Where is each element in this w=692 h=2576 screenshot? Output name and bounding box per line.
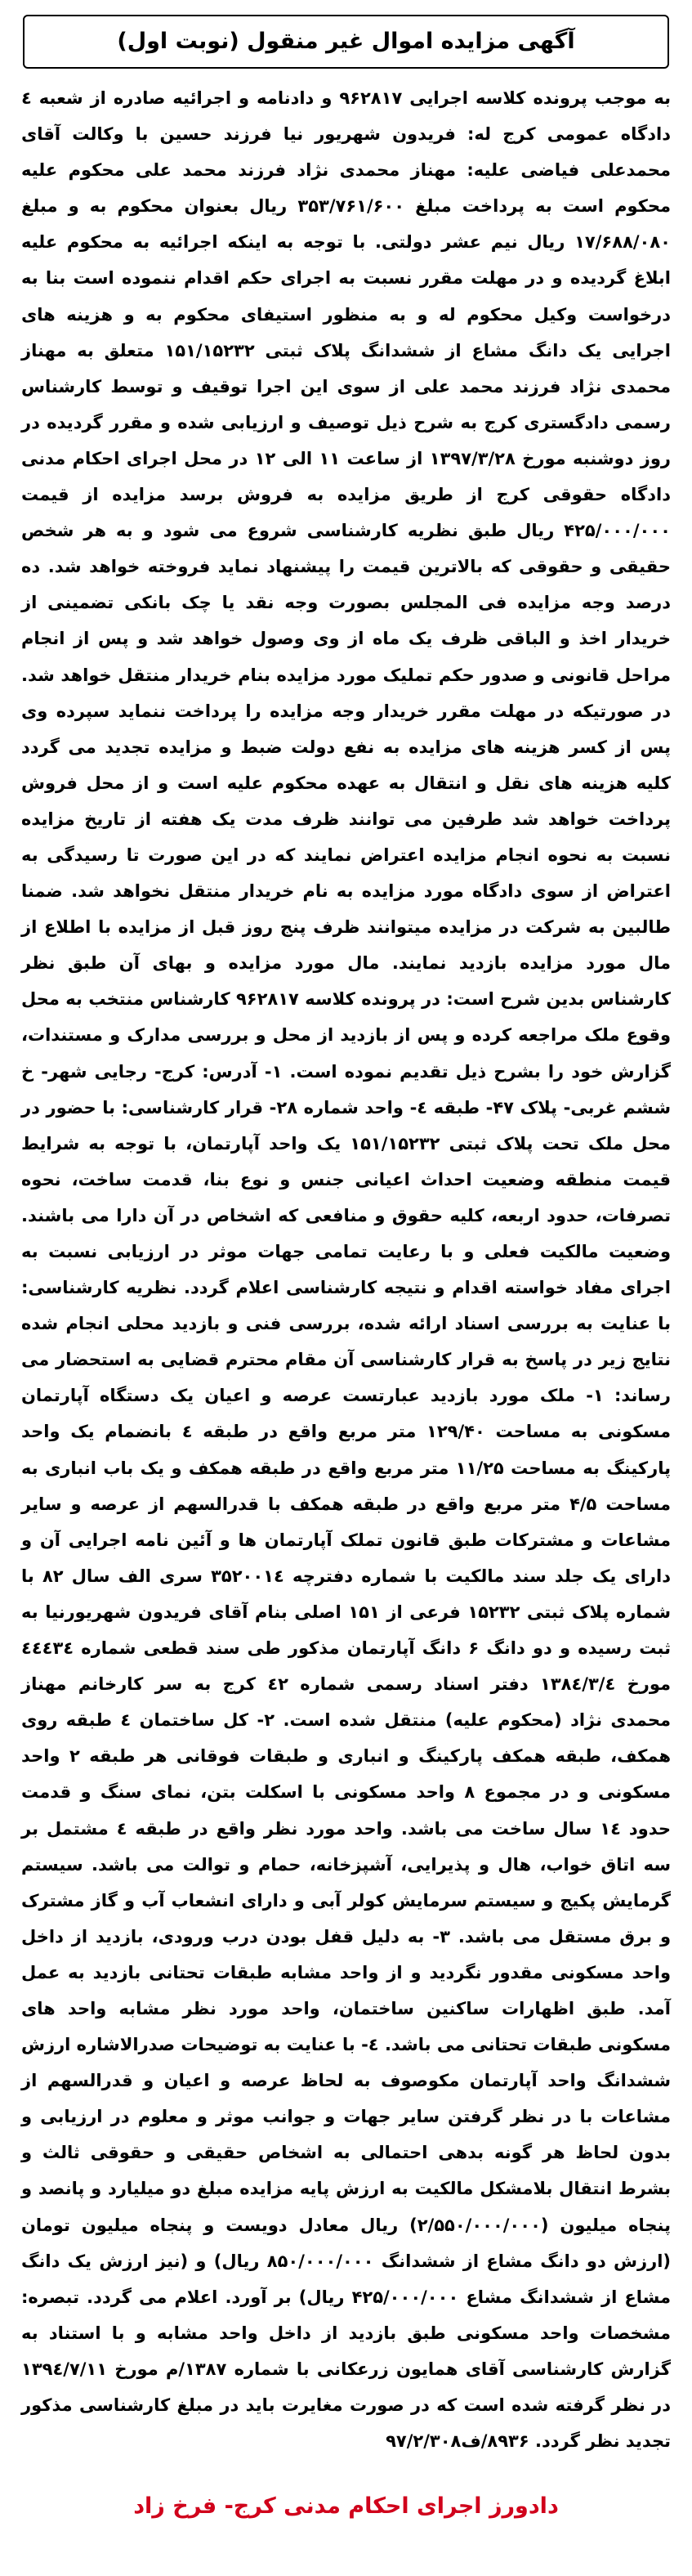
notice-body-text: به موجب پرونده کلاسه اجرایی ۹۶۲۸۱۷ و دادنامه و اجرائیه صادره از شعبه ٤ دادگاه عمومی کرج له: فریدون شهریور نیا فرزند حسین با وکالت آقای محمدعلی فیاضی علیه: مهناز محمدی نژاد فرزند محمد علی محکوم علیه محکوم است به پرداخت مبلغ ۳۵۳/۷۶۱/۶۰۰ ریال بعنوان محکوم به و مبلغ ۱۷/۶۸۸/۰۸۰ ریال نیم عشر دولتی. با توجه به اینکه اجرائیه به محکوم علیه ابلاغ گردیده و در مهلت مقرر نسبت به اجرای حکم اقدام ننموده است بنا به درخواست وکیل محکوم له و به منظور استیفای محکوم به و هزینه های اجرایی یک دانگ مشاع از ششدانگ پلاک ثبتی ۱۵۱/۱۵۲۳۲ متعلق به مهناز محمدی نژاد فرزند محمد علی از سوی این اجرا توقیف و توسط کارشناس رسمی دادگستری کرج به شرح ذیل توصیف و ارزیابی شده و مقرر گردیده در روز دوشنبه مورخ ۱۳۹۷/۳/۲۸ از ساعت ۱۱ الی ۱۲ در محل اجرای احکام مدنی دادگاه حقوقی کرج از طریق مزایده به فروش برسد مزایده از قیمت ۴۲۵/۰۰۰/۰۰۰ ریال طبق نظریه کارشناسی شروع می شود و به هر شخص حقیقی و حقوقی که بالاترین قیمت را پیشنهاد نماید فروخته خواهد شد. ده درصد وجه مزایده فی المجلس بصورت وجه نقد یا چک بانکی تضمینی از خریدار اخذ و الباقی ظرف یک ماه از وی وصول خواهد شد و پس از انجام مراحل قانونی و صدور حکم تملیک مورد مزایده بنام خریدار منتقل خواهد شد. در صورتیکه در مهلت مقرر خریدار وجه مزایده را پرداخت ننماید سپرده وی پس از کسر هزینه های مزایده به نفع دولت ضبط و مزایده تجدید می گردد کلیه هزینه های نقل و انتقال به عهده محکوم علیه است و از محل فروش پرداخت خواهد شد طرفین می توانند ظرف مدت یک هفته از تاریخ مزایده نسبت به نحوه انجام مزایده اعتراض نمایند که در این صورت تا رسیدگی به اعتراض از سوی دادگاه مورد مزایده به نام خریدار منتقل نخواهد شد. ضمنا طالبین به شرکت در مزایده میتوانند ظرف پنج روز قبل از مزایده با اطلاع از مال مورد مزایده بازدید نمایند. مال مورد مزایده و بهای آن طبق نظر کارشناس بدین شرح است: در پرونده کلاسه ۹۶۲۸۱۷ کارشناس منتخب به محل وقوع ملک مراجعه کرده و پس از بازدید از محل و بررسی مدارک و مستندات، گزارش خود را بشرح ذیل تقدیم نموده است. ۱- آدرس: کرج- رجایی شهر- خ ششم غربی- پلاک ۴۷- طبقه ٤- واحد شماره ۲۸- قرار کارشناسی: با حضور در محل ملک تحت پلاک ثبتی ۱۵۱/۱۵۲۳۲ یک واحد آپارتمان، با توجه به شرایط قیمت منطقه وضعیت احداث اعیانی جنس و نوع بنا، قدمت ساخت، نحوه تصرفات، حدود اربعه، کلیه حقوق و منافعی که اشخاص در آن دارا می باشند. وضعیت مالکیت فعلی و با رعایت تمامی جهات موثر در ارزیابی نسبت به اجرای مفاد خواسته اقدام و نتیجه کارشناسی اعلام گردد. نظریه کارشناسی: با عنایت به بررسی اسناد ارائه شده، بررسی فنی و بازدید محلی انجام شده نتایج زیر در پاسخ به قرار کارشناسی آن مقام محترم قضایی به استحضار می رساند: ۱- ملک مورد بازدید عبارتست عرصه و اعیان یک دستگاه آپارتمان مسکونی به مساحت ۱۲۹/۴۰ متر مربع واقع در طبقه ٤ بانضمام یک واحد پارکینگ به مساحت ۱۱/۲۵ متر مربع واقع در طبقه همکف و یک باب انباری به مساحت ۴/۵ متر مربع واقع در طبقه همکف با قدرالسهم از عرصه و سایر مشاعات و مشترکات طبق قانون تملک آپارتمان ها و آئین نامه اجرایی آن و دارای یک جلد سند مالکیت با شماره دفترچه ۳۵۲۰۰۱٤ سری الف سال ۸۲ با شماره پلاک ثبتی ۱۵۲۳۲ فرعی از ۱۵۱ اصلی بنام آقای فریدون شهریورنیا به ثبت رسیده و دو دانگ ۶ دانگ آپارتمان مذکور طی سند قطعی شماره ٤٤٤٣٤ مورخ ۱۳۸٤/۳/٤ دفتر اسناد رسمی شماره ٤۲ کرج به سر کارخانم مهناز محمدی نژاد (محکوم علیه) منتقل شده است. ۲- کل ساختمان ٤ طبقه روی همکف، طبقه همکف پارکینگ و انباری و طبقات فوقانی هر طبقه ۲ واحد مسکونی و در مجموع ۸ واحد مسکونی با اسکلت بتن، نمای سنگ و قدمت حدود ۱٤ سال ساخت می باشد. واحد مورد نظر واقع در طبقه ٤ مشتمل بر سه اتاق خواب، هال و پذیرایی، آشپزخانه، حمام و توالت می باشد. سیستم گرمایش پکیج و سیستم سرمایش کولر آبی و دارای انشعاب آب و گاز مشترک و برق مستقل می باشد. ۳- به دلیل قفل بودن درب ورودی، بازدید از داخل واحد مسکونی مقدور نگردید و از واحد مشابه طبقات تحتانی بازدید به عمل آمد. طبق اظهارات ساکنین ساختمان، واحد مورد نظر مشابه واحد های مسکونی طبقات تحتانی می باشد. ٤- با عنایت به توضیحات صدرالاشاره ارزش ششدانگ واحد آپارتمان مکوصوف به لحاظ عرصه و اعیان و قدرالسهم از مشاعات با در نظر گرفتن سایر جهات و جوانب موثر و معلوم در ارزیابی و بدون لحاظ هر گونه بدهی احتمالی به اشخاص حقیقی و حقوقی ثالث و بشرط انتقال بلامشکل مالکیت به ارزش پایه مزایده مبلغ دو میلیارد و پانصد و پنجاه میلیون (۲/۵۵۰/۰۰۰/۰۰۰) ریال معادل دویست و پنجاه میلیون تومان (ارزش دو دانگ مشاع از ششدانگ ۸۵۰/۰۰۰/۰۰۰ ریال) و (نیز ارزش یک دانگ مشاع از ششدانگ مشاع ۴۲۵/۰۰۰/۰۰۰ ریال) بر آورد. اعلام می گردد. تبصره: مشخصات واحد مسکونی طبق بازدید از داخل واحد مشابه و با استناد به گزارش کارشناسی آقای همایون زرعکانی با شماره ۱۳۸۷/م مورخ ۱۳۹٤/۷/۱۱ در نظر گرفته شده است که در صورت مغایرت باید در مبلغ کارشناسی مذکور تجدید نظر گردد. ۸۹۳۶/ف۹۷/۲/۳۰۸: [21, 88, 672, 2452]
title-box: [23, 15, 669, 69]
notice-signature: دادورز اجرای احکام مدنی کرج- فرخ زاد: [133, 2493, 559, 2519]
notice-body: [21, 80, 671, 2459]
notice-title: آگهی مزایده اموال غیر منقول (نوبت اول): [117, 28, 575, 54]
